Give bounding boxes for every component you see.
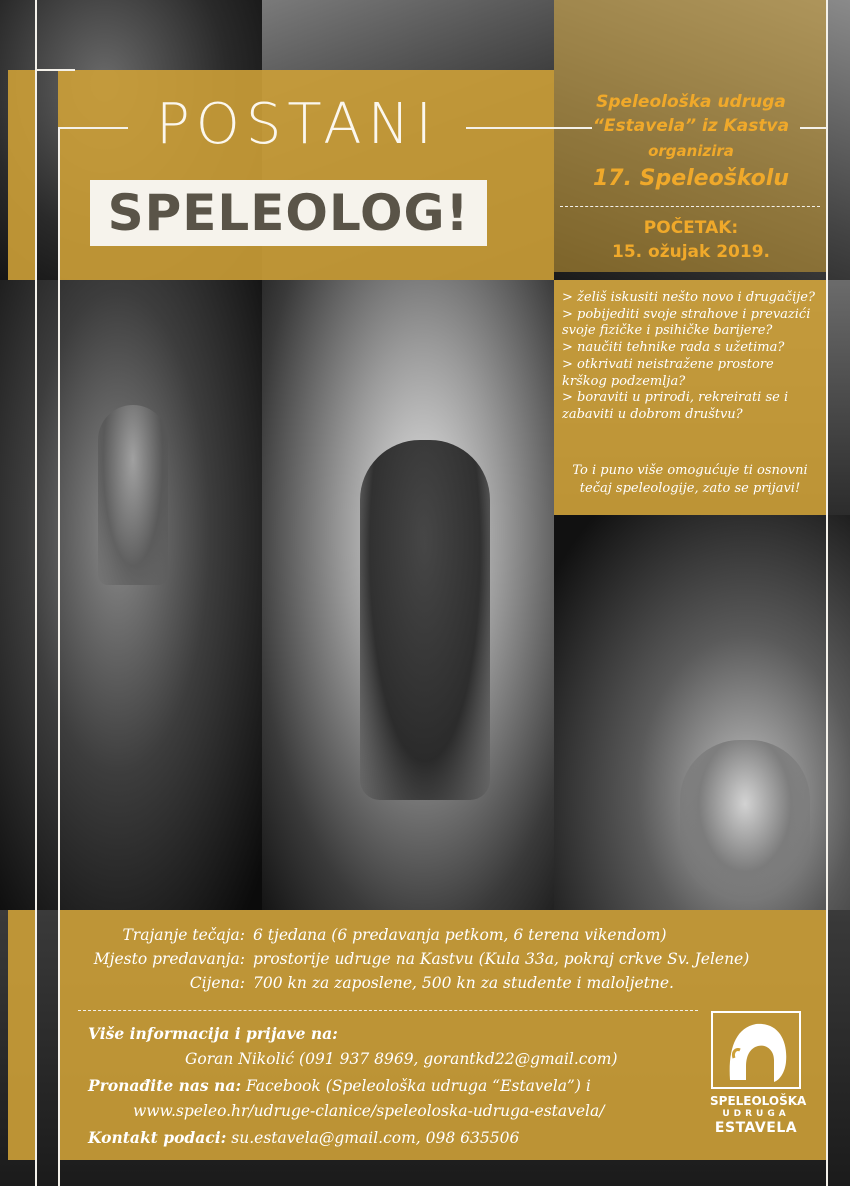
organizer-line2: “Estavela” iz Kastva [592, 116, 790, 136]
questions-list [562, 290, 822, 424]
contact-line [88, 1128, 519, 1147]
detail-location [0, 950, 850, 972]
detail-label: Cijena: [189, 974, 245, 992]
left-edge-strip [8, 70, 35, 280]
start-label: POČETAK: [643, 218, 739, 238]
logo-line3: ESTAVELA [714, 1120, 798, 1136]
frame-line-inner-left [58, 127, 60, 1186]
question-line: > želiš iskusiti nešto novo i drugačije? [562, 290, 815, 305]
organizer-line1: Speleološka udruga [596, 92, 786, 112]
detail-value: 700 kn za zaposlene, 500 kn za studente i maloljetne. [253, 974, 674, 992]
question-line: krškog podzemlja? [562, 373, 686, 389]
contact-value: su.estavela@gmail.com, 098 635506 [231, 1129, 520, 1147]
caver-figure-right [680, 740, 810, 900]
question-line: > boraviti u prirodi, rekreirati se i [562, 390, 789, 406]
closing-line1: To i puno više omogućuje ti osnovni [572, 463, 808, 478]
organizer-line3: organizira [648, 142, 734, 160]
caver-figure-left [98, 405, 168, 585]
detail-value: 6 tjedana (6 predavanja petkom, 6 terena vikendom) [253, 926, 667, 944]
question-line: > otkrivati neistražene prostore [562, 356, 774, 372]
frame-line-title-left [58, 127, 128, 129]
website-link[interactable]: www.speleo.hr/udruge-clanice/speleoloska-udruga-estavela/ [133, 1102, 605, 1120]
cave-photo-left [0, 280, 262, 910]
organizer-event: 17. Speleoškolu [593, 166, 789, 191]
more-info-label: Više informacija i prijave na: [88, 1024, 338, 1043]
find-us-label: Pronađite nas na: [88, 1076, 242, 1095]
contact-label: Kontakt podaci: [88, 1128, 227, 1147]
logo-icon [710, 1010, 802, 1090]
question-line: > pobijediti svoje strahove i prevazići [562, 306, 811, 322]
frame-line-title-right [466, 127, 554, 129]
info-divider [78, 1010, 698, 1011]
find-us-line [88, 1076, 591, 1095]
detail-duration [0, 926, 850, 948]
question-line: svoje fizičke i psihičke barijere? [562, 323, 773, 339]
logo-line1: SPELEOLOŠKA [710, 1094, 807, 1108]
frame-line-top-left [35, 69, 75, 71]
detail-label: Mjesto predavanja: [93, 950, 245, 968]
frame-line-left [35, 0, 37, 1186]
detail-label: Trajanje tečaja: [122, 926, 245, 944]
facebook-link[interactable]: Facebook (Speleološka udruga “Estavela”) i [246, 1077, 591, 1095]
frame-line-right [826, 0, 828, 1186]
logo [710, 1010, 807, 1140]
closing-text [562, 462, 818, 498]
headline-speleolog: SPELEOLOG! [107, 184, 470, 242]
contact-person: Goran Nikolić (091 937 8969, gorantkd22@gmail.com) [185, 1050, 618, 1068]
detail-price [0, 974, 850, 996]
organizer-divider [560, 206, 820, 207]
question-line: > naučiti tehnike rada s užetima? [562, 340, 785, 356]
logo-line2: UDRUGA [722, 1109, 790, 1119]
headline-postani: POSTANI [156, 92, 438, 157]
question-line: zabaviti u dobrom društvu? [562, 406, 743, 422]
start-date: 15. ožujak 2019. [611, 242, 770, 262]
detail-value: prostorije udruge na Kastvu (Kula 33a, pokraj crkve Sv. Jelene) [253, 950, 750, 968]
caver-figure-center [360, 440, 490, 800]
closing-line2: tečaj speleologije, zato se prijavi! [579, 481, 801, 496]
